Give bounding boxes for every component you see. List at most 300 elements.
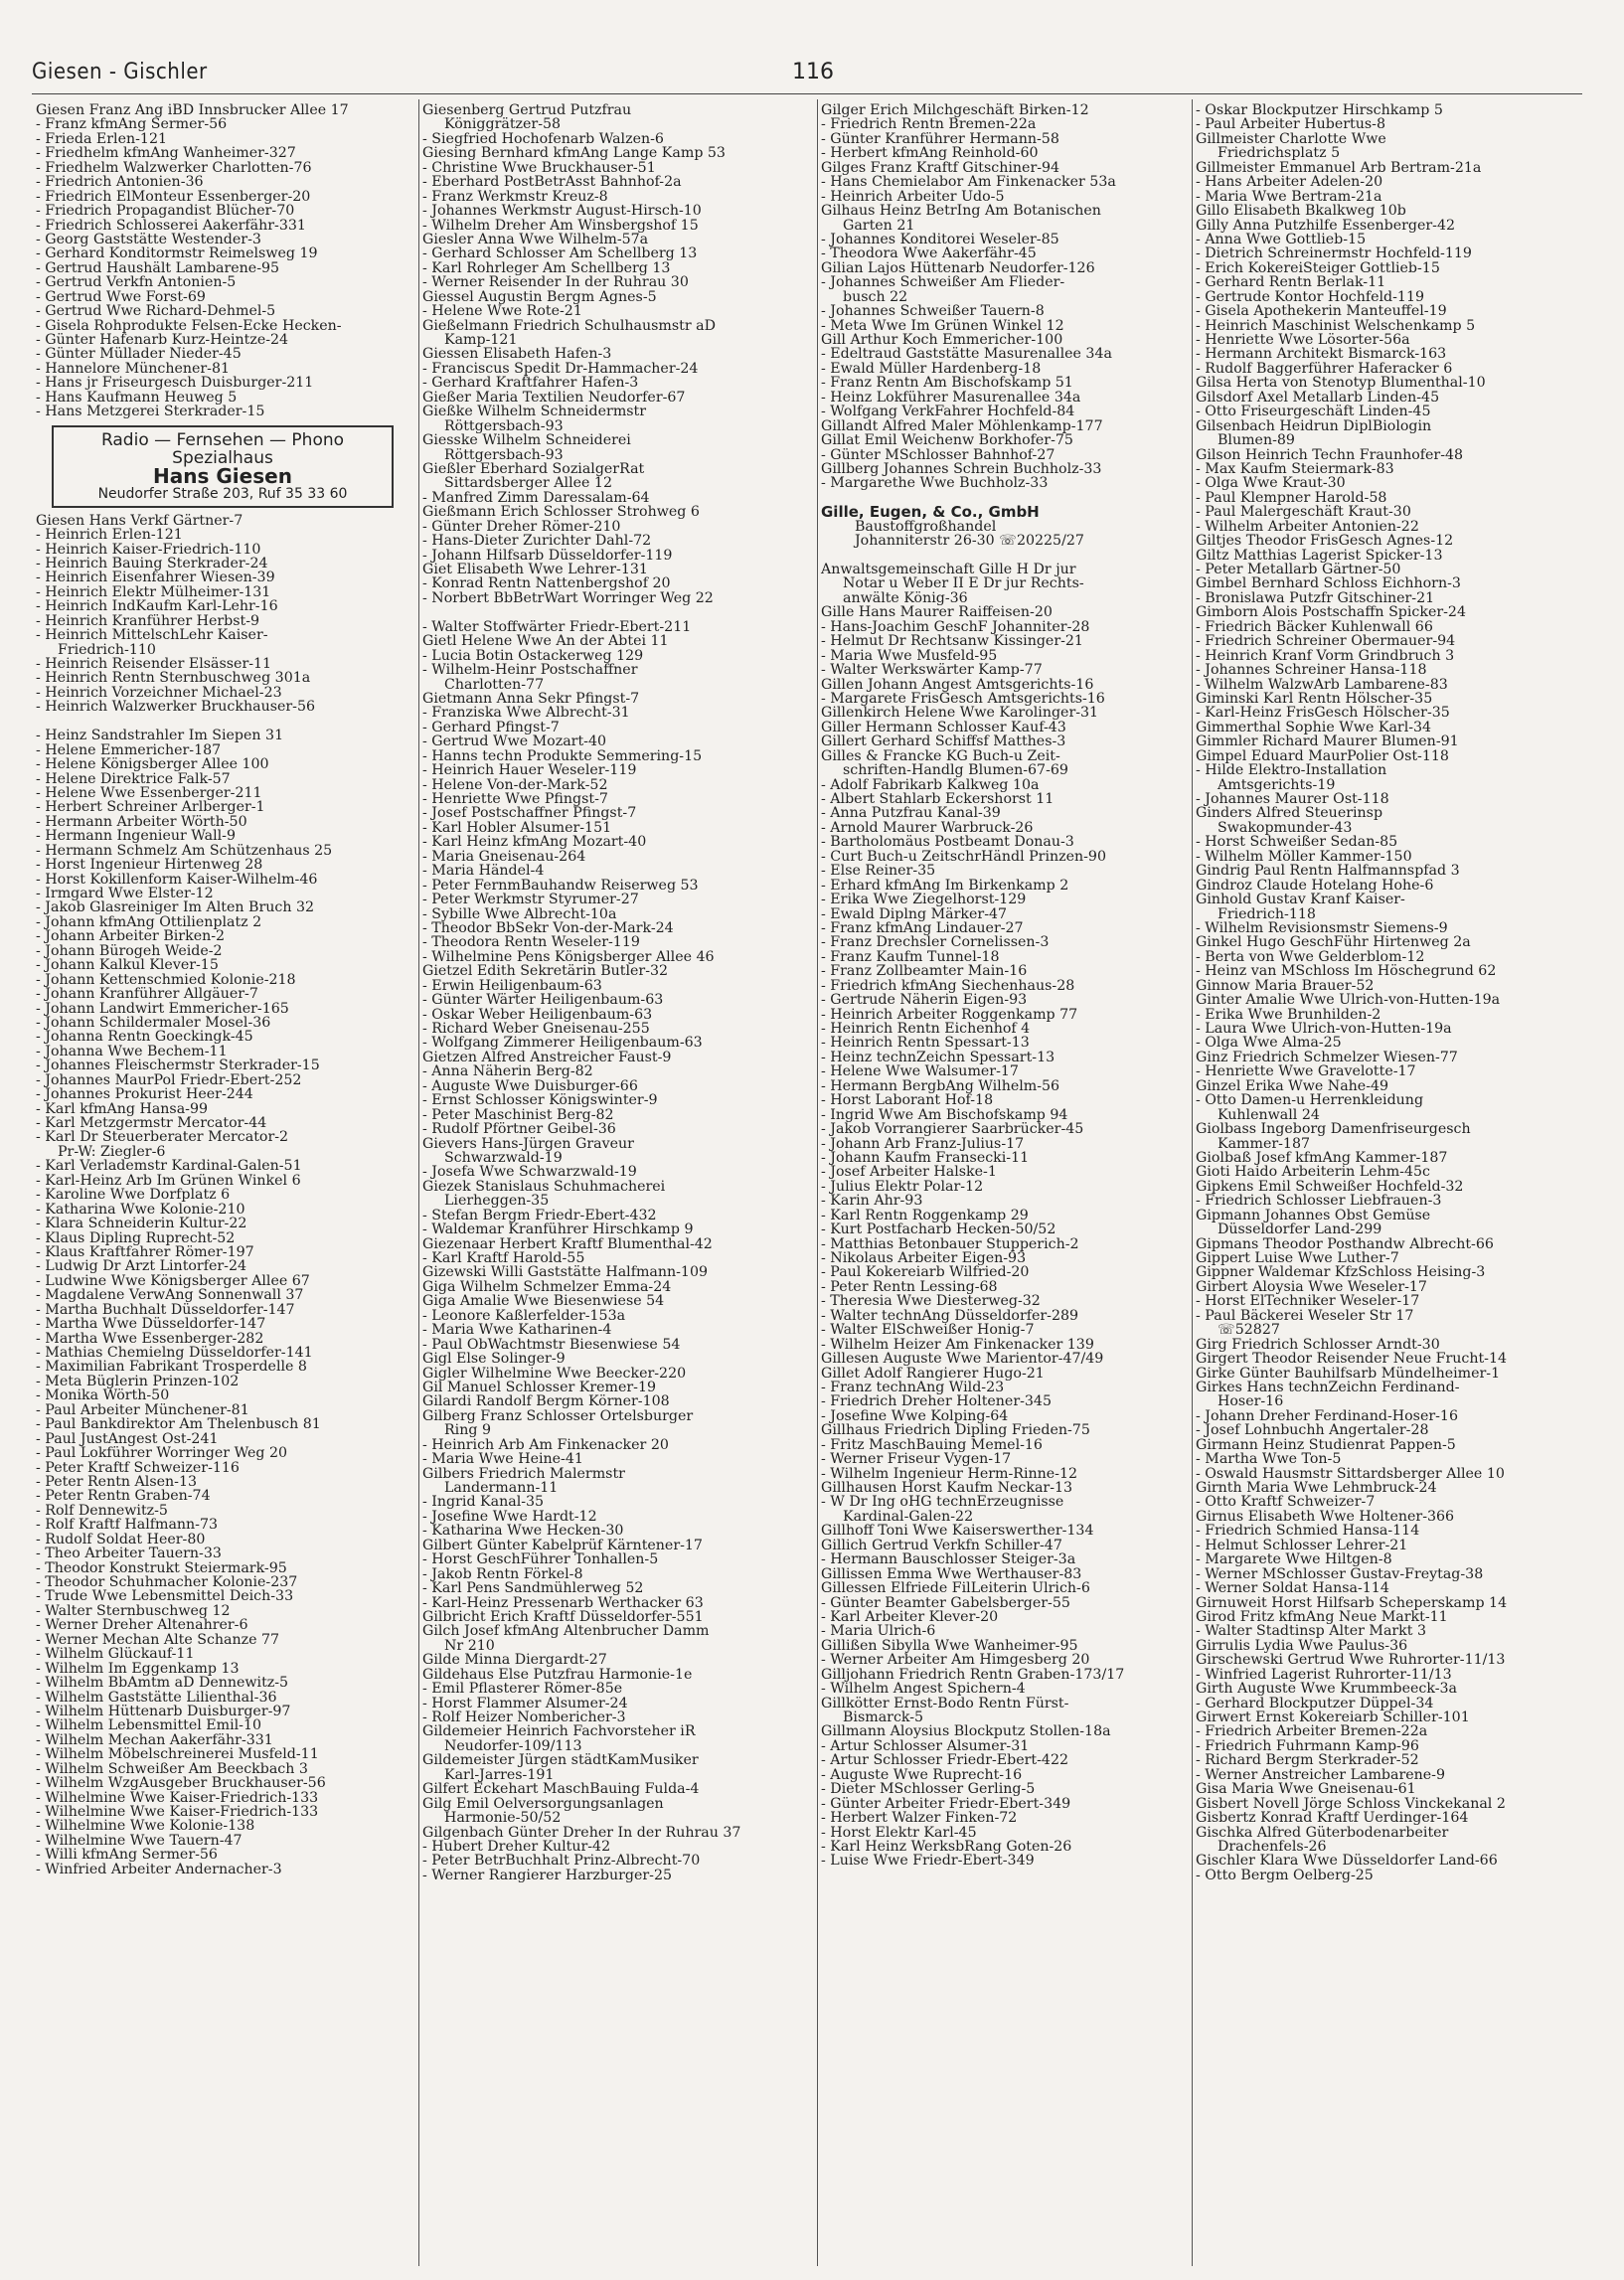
directory-entry: Hoser-16: [1218, 1393, 1284, 1410]
firm-name: Gille, Eugen, & Co., GmbH: [821, 503, 1040, 522]
directory-entry: Gillert Gerhard Schiffsf Matthes-3: [821, 733, 1066, 750]
directory-entry: - Gertrud Wwe Mozart-40: [422, 733, 606, 750]
directory-entry: - Emil Pflasterer Römer-85e: [422, 1681, 623, 1698]
directory-entry: - Henriette Wwe Lösorter-56a: [1196, 332, 1410, 348]
directory-entry: - Wilhelm Möller Kammer-150: [1196, 848, 1412, 865]
directory-entry: - Friedhelm kfmAng Wanheimer-327: [36, 145, 296, 162]
directory-entry: - Richard Bergm Sterkrader-52: [1196, 1752, 1419, 1769]
directory-entry: - Wilhelm Glückauf-11: [36, 1646, 195, 1663]
directory-entry: - Helene Direktrice Falk-57: [36, 770, 231, 787]
directory-entry: Gilg Emil Oelversorgungsanlagen: [422, 1795, 664, 1812]
directory-entry: - Konrad Rentn Nattenbergshof 20: [422, 575, 671, 592]
directory-entry: anwälte König-36: [843, 589, 968, 606]
directory-entry: - Walter Stadtinsp Alter Markt 3: [1196, 1623, 1427, 1640]
directory-entry: - Frieda Erlen-121: [36, 130, 167, 147]
directory-entry: - Johann Hilfsarb Düsseldorfer-119: [422, 547, 673, 564]
directory-entry: - Walter Werkswärter Kamp-77: [821, 662, 1043, 679]
directory-entry: Garten 21: [843, 217, 915, 234]
directory-entry: - Josef Arbeiter Halske-1: [821, 1164, 997, 1181]
directory-entry: - Günter Müllader Nieder-45: [36, 346, 242, 363]
directory-entry: Gillissen Emma Wwe Werthauser-83: [821, 1565, 1082, 1582]
directory-entry: - Peter Kraftf Schweizer-116: [36, 1459, 240, 1476]
directory-entry: Ginkel Hugo GeschFühr Hirtenweg 2a: [1196, 934, 1471, 951]
directory-entry: - Gertrude Kontor Hochfeld-119: [1196, 288, 1424, 305]
directory-entry: - Werner Rangierer Harzburger-25: [422, 1867, 673, 1883]
col3-entries-a: [821, 103, 1188, 491]
directory-entry: - Karl Kraftf Harold-55: [422, 1250, 585, 1266]
directory-entry: - Johannes Schweißer Tauern-8: [821, 303, 1045, 320]
directory-entry: - Theo Arbeiter Tauern-33: [36, 1546, 222, 1562]
directory-entry: - Franz kfmAng Sermer-56: [36, 116, 228, 133]
directory-entry: Girrulis Lydia Wwe Paulus-36: [1196, 1637, 1408, 1654]
directory-entry: Giesing Bernhard kfmAng Lange Kamp 53: [422, 145, 726, 162]
directory-entry: - Hannelore Münchener-81: [36, 360, 231, 377]
directory-entry: - Monika Wörth-50: [36, 1387, 170, 1404]
directory-entry: Girbert Aloysia Wwe Weseler-17: [1196, 1278, 1427, 1295]
directory-entry: - Paul Arbeiter Hubertus-8: [1196, 116, 1385, 133]
directory-entry: - Günter Hafenarb Kurz-Heintze-24: [36, 332, 289, 348]
directory-entry: Düsseldorfer Land-299: [1218, 1221, 1382, 1238]
directory-entry: - Georg Gaststätte Westender-3: [36, 231, 261, 247]
directory-entry: - Johann Kranführer Allgäuer-7: [36, 986, 258, 1003]
directory-entry: - Helmut Dr Rechtsanw Kissinger-21: [821, 633, 1083, 650]
directory-entry: - Artur Schlosser Alsumer-31: [821, 1737, 1030, 1754]
directory-entry: - Heinrich Arbeiter Udo-5: [821, 188, 1005, 205]
directory-entry: - Siegfried Hochofenarb Walzen-6: [422, 130, 664, 147]
directory-entry: - Ingrid Kanal-35: [422, 1494, 545, 1511]
directory-entry: - Josefine Wwe Hardt-12: [422, 1508, 597, 1525]
directory-entry: - Hermann Bauschlosser Steiger-3a: [821, 1551, 1076, 1568]
directory-entry: Gillessen Elfriede FilLeiterin Ulrich-6: [821, 1580, 1090, 1597]
directory-entry: Giessel Augustin Bergm Agnes-5: [422, 288, 657, 305]
directory-entry: Gießler Eberhard SozialgerRat: [422, 460, 645, 477]
directory-entry: - Heinrich Arb Am Finkenacker 20: [422, 1436, 669, 1453]
directory-entry: Gillmeister Charlotte Wwe: [1196, 130, 1386, 147]
directory-entry: Gimborn Alois Postschaffn Spicker-24: [1196, 604, 1466, 621]
directory-entry: Gil Manuel Schlosser Kremer-19: [422, 1379, 657, 1395]
directory-entry: Girgert Theodor Reisender Neue Frucht-14: [1196, 1351, 1508, 1368]
directory-entry: - Walter technAng Düsseldorfer-289: [821, 1307, 1079, 1324]
directory-entry: - Franz technAng Wild-23: [821, 1379, 1005, 1395]
directory-entry: - Winfried Arbeiter Andernacher-3: [36, 1861, 282, 1877]
directory-entry: Giga Amalie Wwe Biesenwiese 54: [422, 1293, 665, 1310]
directory-entry: - Richard Weber Gneisenau-255: [422, 1021, 650, 1037]
directory-entry: - Horst Laborant Hof-18: [821, 1092, 994, 1109]
directory-entry: Girth Auguste Wwe Krummbeeck-3a: [1196, 1681, 1457, 1698]
directory-entry: - Heinrich Kranführer Herbst-9: [36, 612, 260, 629]
directory-entry: Charlotten-77: [444, 676, 545, 693]
directory-entry: - Julius Elektr Polar-12: [821, 1178, 984, 1195]
directory-entry: - Wilhelmine Wwe Tauern-47: [36, 1832, 243, 1849]
directory-entry: Gillhoff Toni Wwe Kaiserswerther-134: [821, 1523, 1094, 1540]
directory-entry: - Otto Bergm Oelberg-25: [1196, 1867, 1374, 1883]
directory-entry: - Gisela Rohprodukte Felsen-Ecke Hecken-: [36, 317, 342, 334]
directory-entry: - Friedrich Schmied Hansa-114: [1196, 1523, 1420, 1540]
directory-entry: - Werner MSchlosser Gustav-Freytag-38: [1196, 1565, 1484, 1582]
directory-entry: - Wilhelm-Heinr Postschaffner: [422, 662, 638, 679]
directory-entry: Gindrig Paul Rentn Halfmannspfad 3: [1196, 863, 1460, 880]
directory-entry: Gillo Elisabeth Bkalkweg 10b: [1196, 203, 1406, 220]
directory-entry: - Arnold Maurer Warbruck-26: [821, 819, 1034, 836]
directory-entry: - Norbert BbBetrWart Worringer Weg 22: [422, 589, 714, 606]
directory-entry: Giller Hermann Schlosser Kauf-43: [821, 719, 1066, 735]
directory-entry: Gietmann Anna Sekr Pfingst-7: [422, 690, 640, 707]
ad-line-1: Radio — Fernsehen — Phono: [100, 429, 345, 450]
directory-entry: Gilges Franz Kraftf Gitschiner-94: [821, 159, 1060, 176]
directory-entry: Kardinal-Galen-22: [843, 1508, 974, 1525]
col1-entries-c: [36, 729, 417, 1876]
directory-entry: - Hermann BergbAng Wilhelm-56: [821, 1077, 1060, 1094]
directory-entry: - Heinrich Rentn Spessart-13: [821, 1035, 1030, 1052]
directory-entry: - Karl Heinz WerksbRang Goten-26: [821, 1838, 1072, 1855]
directory-entry: - Ingrid Wwe Am Bischofskamp 94: [821, 1106, 1068, 1123]
directory-entry: Gillat Emil Weichenw Borkhofer-75: [821, 432, 1073, 449]
directory-entry: Gizewski Willi Gaststätte Halfmann-109: [422, 1264, 709, 1281]
directory-entry: Gießke Wilhelm Schneidermstr: [422, 404, 647, 420]
directory-entry: Gilbert Günter Kabelprüf Kärntener-17: [422, 1537, 703, 1553]
directory-entry: - Wolfgang VerkFahrer Hochfeld-84: [821, 404, 1075, 420]
directory-entry: - Günter Wärter Heiligenbaum-63: [422, 992, 664, 1009]
directory-entry: Gillandt Alfred Maler Möhlenkamp-177: [821, 417, 1103, 434]
directory-entry: - Matthias Betonbauer Stupperich-2: [821, 1235, 1079, 1252]
directory-entry: Gilgenbach Günter Dreher In der Ruhrau 37: [422, 1824, 741, 1841]
col1-entries-a: [36, 103, 417, 419]
directory-entry: - Wilhelm Lebensmittel Emil-10: [36, 1717, 262, 1734]
directory-entry: Gilch Josef kfmAng Altenbrucher Damm: [422, 1623, 710, 1640]
directory-entry: - Johann Landwirt Emmericher-165: [36, 1000, 289, 1017]
directory-entry: Gilbers Friedrich Malermstr: [422, 1465, 625, 1482]
directory-entry: Giezenaar Herbert Kraftf Blumenthal-42: [422, 1235, 713, 1252]
directory-entry: - Friedrich Dreher Holtener-345: [821, 1393, 1052, 1410]
directory-entry: - Johann Arb Franz-Julius-17: [821, 1135, 1025, 1152]
directory-entry: - Karl Rentn Roggenkamp 29: [821, 1207, 1029, 1223]
directory-entry: - Klaus Kraftfahrer Römer-197: [36, 1243, 254, 1260]
directory-entry: Gilson Heinrich Techn Fraunhofer-48: [1196, 446, 1464, 463]
directory-entry: - Fritz MaschBauing Memel-16: [821, 1436, 1043, 1453]
directory-entry: - Horst ElTechniker Weseler-17: [1196, 1293, 1420, 1310]
directory-entry: - Wilhelm Heizer Am Finkenacker 139: [821, 1336, 1094, 1353]
directory-entry: - Kurt Postfacharb Hecken-50/52: [821, 1221, 1056, 1238]
directory-entry: - Nikolaus Arbeiter Eigen-93: [821, 1250, 1027, 1266]
directory-entry: Giet Elisabeth Wwe Lehrer-131: [422, 562, 648, 577]
col4-entries: [1196, 103, 1593, 1882]
directory-entry: Lierheggen-35: [444, 1193, 550, 1210]
directory-entry: Gillich Gertrud Verkfn Schiller-47: [821, 1537, 1062, 1553]
directory-entry: - Franz Rentn Am Bischofskamp 51: [821, 375, 1073, 392]
directory-entry: Girg Friedrich Schlosser Arndt-30: [1196, 1336, 1440, 1353]
directory-entry: - Theodor Schuhmacher Kolonie-237: [36, 1574, 298, 1590]
directory-entry: Notar u Weber II E Dr jur Rechts-: [843, 575, 1084, 592]
directory-entry: - Karin Ahr-93: [821, 1193, 923, 1210]
directory-entry: Gill Arthur Koch Emmericher-100: [821, 332, 1063, 348]
directory-entry: - Johann Bürogeh Weide-2: [36, 942, 223, 959]
directory-entry: - Herbert kfmAng Reinhold-60: [821, 145, 1039, 162]
directory-entry: - Martha Wwe Ton-5: [1196, 1451, 1342, 1468]
directory-entry: - Albert Stahlarb Eckershorst 11: [821, 791, 1055, 807]
column-divider: [817, 99, 818, 2266]
directory-entry: Gimmler Richard Maurer Blumen-91: [1196, 733, 1459, 750]
directory-entry: - Rolf Heizer Nombericher-3: [422, 1710, 626, 1725]
directory-entry: - Friedrich Schlosser Liebfrauen-3: [1196, 1193, 1442, 1210]
directory-entry: - Friedrich kfmAng Siechenhaus-28: [821, 977, 1075, 994]
directory-entry: - Martha Wwe Essenberger-282: [36, 1330, 264, 1347]
directory-entry: - Gerhard Schlosser Am Schellberg 13: [422, 245, 698, 262]
directory-entry: - Paul Klempner Harold-58: [1196, 489, 1387, 506]
directory-entry: - Helene Königsberger Allee 100: [36, 756, 269, 773]
column-4: [1196, 103, 1593, 1882]
directory-entry: - Trude Wwe Lebensmittel Deich-33: [36, 1588, 294, 1605]
directory-entry: - Hilde Elektro-Installation: [1196, 762, 1387, 779]
directory-entry: Neudorfer-109/113: [444, 1737, 582, 1754]
directory-entry: Gipmann Johannes Obst Gemüse: [1196, 1207, 1431, 1223]
directory-entry: Ginter Amalie Wwe Ulrich-von-Hutten-19a: [1196, 992, 1501, 1009]
directory-entry: - Friedrich Schreiner Obermauer-94: [1196, 633, 1456, 650]
directory-entry: - Klara Schneiderin Kultur-22: [36, 1216, 247, 1232]
firm-entry-gille: [821, 505, 1188, 548]
directory-entry: - Horst Kokillenform Kaiser-Wilhelm-46: [36, 871, 318, 888]
directory-entry: - Maria Wwe Musfeld-95: [821, 647, 998, 664]
directory-entry: - Heinrich Rentn Eichenhof 4: [821, 1021, 1031, 1037]
directory-entry: - Luise Wwe Friedr-Ebert-349: [821, 1853, 1035, 1870]
directory-entry: - Ewald Müller Hardenberg-18: [821, 360, 1042, 377]
directory-entry: - Wilhelm Dreher Am Winsbergshof 15: [422, 217, 699, 234]
directory-entry: - Gerhard Rentn Berlak-11: [1196, 274, 1386, 291]
directory-entry: Gievers Hans-Jürgen Graveur: [422, 1135, 634, 1152]
directory-entry: - Wilhelm Schweißer Am Beeckbach 3: [36, 1760, 308, 1777]
directory-entry: - Karl Dr Steuerberater Mercator-2: [36, 1129, 289, 1146]
directory-entry: - Karl Heinz kfmAng Mozart-40: [422, 834, 647, 851]
directory-entry: - Maximilian Fabrikant Trosperdelle 8: [36, 1359, 307, 1376]
directory-entry: - Margarethe Wwe Buchholz-33: [821, 475, 1049, 492]
directory-entry: - Friedrich Antonien-36: [36, 174, 204, 191]
directory-entry: - Erhard kfmAng Im Birkenkamp 2: [821, 877, 1069, 894]
directory-entry: Giesenberg Gertrud Putzfrau: [422, 102, 632, 118]
directory-entry: - Horst Schweißer Sedan-85: [1196, 834, 1398, 851]
col1-entries-b: [36, 514, 417, 715]
directory-entry: - Erich KokereiSteiger Gottlieb-15: [1196, 259, 1440, 276]
directory-entry: Gillmann Aloysius Blockputz Stollen-18a: [821, 1723, 1111, 1740]
directory-entry: - Anna Wwe Gottlieb-15: [1196, 231, 1367, 247]
directory-entry: Girke Günter Bauhilfsarb Mündelheimer-1: [1196, 1365, 1501, 1382]
column-1: [36, 103, 417, 1876]
directory-entry: Giesler Anna Wwe Wilhelm-57a: [422, 231, 649, 247]
directory-entry: Giltz Matthias Lagerist Spicker-13: [1196, 547, 1443, 564]
directory-entry: Girmann Heinz Studienrat Pappen-5: [1196, 1436, 1456, 1453]
directory-entry: - Friedrich Bäcker Kuhlenwall 66: [1196, 618, 1433, 635]
directory-entry: - Franz Zollbeamter Main-16: [821, 963, 1028, 980]
spacer: [821, 549, 1188, 563]
directory-entry: Girwert Ernst Kokereiarb Schiller-101: [1196, 1710, 1470, 1725]
directory-entry: - Friedhelm Walzwerker Charlotten-76: [36, 159, 312, 176]
directory-entry: - Karl Verlademstr Kardinal-Galen-51: [36, 1158, 302, 1175]
directory-entry: - Ernst Schlosser Königswinter-9: [422, 1092, 658, 1109]
directory-entry: Giolbaß Josef kfmAng Kammer-187: [1196, 1149, 1448, 1166]
directory-entry: Friedrich-118: [1218, 905, 1316, 922]
directory-entry: - Herbert Walzer Finken-72: [821, 1810, 1018, 1827]
directory-entry: - Stefan Bergm Friedr-Ebert-432: [422, 1207, 657, 1223]
directory-entry: - Franciscus Spedit Dr-Hammacher-24: [422, 360, 699, 377]
directory-entry: - Paul ObWachtmstr Biesenwiese 54: [422, 1336, 681, 1353]
directory-entry: - Mathias Chemielng Düsseldorfer-141: [36, 1345, 313, 1361]
directory-entry: - Johannes Prokurist Heer-244: [36, 1086, 253, 1103]
directory-entry: - Gertrud Haushält Lambarene-95: [36, 259, 280, 276]
directory-entry: Gillenkirch Helene Wwe Karolinger-31: [821, 705, 1099, 722]
directory-entry: Bismarck-5: [843, 1710, 924, 1725]
directory-entry: - Winfried Lagerist Ruhrorter-11/13: [1196, 1666, 1452, 1683]
directory-entry: schriften-Handlg Blumen-67-69: [843, 762, 1068, 779]
directory-entry: - Waldemar Kranführer Hirschkamp 9: [422, 1221, 694, 1238]
directory-entry: - Karl Hobler Alsumer-151: [422, 819, 612, 836]
directory-entry: - Gerhard Konditormstr Reimelsweg 19: [36, 245, 318, 262]
directory-entry: - Hermann Arbeiter Wörth-50: [36, 813, 247, 830]
directory-entry: - Wilhelmine Wwe Kolonie-138: [36, 1818, 255, 1835]
directory-entry: Gietl Helene Wwe An der Abtei 11: [422, 633, 669, 650]
directory-entry: - Johann Kettenschmied Kolonie-218: [36, 971, 296, 988]
spacer: [36, 715, 417, 729]
directory-entry: Sittardsberger Allee 12: [444, 475, 612, 492]
directory-entry: - Johann Kalkul Klever-15: [36, 957, 219, 974]
directory-entry: - Christine Wwe Bruckhauser-51: [422, 159, 656, 176]
directory-entry: - Wilhelm Arbeiter Antonien-22: [1196, 518, 1419, 535]
directory-entry: - Johannes Schreiner Hansa-118: [1196, 662, 1427, 679]
directory-entry: - Maria Gneisenau-264: [422, 848, 586, 865]
directory-entry: - Wilhelm Angest Spichern-4: [821, 1681, 1026, 1698]
directory-entry: Gilger Erich Milchgeschäft Birken-12: [821, 102, 1089, 118]
directory-entry: - Paul Malergeschäft Kraut-30: [1196, 504, 1411, 521]
directory-entry: Gipmans Theodor Posthandw Albrecht-66: [1196, 1235, 1494, 1252]
directory-entry: ☏52827: [1218, 1322, 1280, 1339]
ad-line-2: Spezialhaus: [172, 447, 273, 468]
column-divider: [1192, 99, 1193, 2266]
directory-entry: - Heinrich Elektr Mülheimer-131: [36, 583, 271, 600]
directory-entry: - Wilhelm WalzwArb Lambarene-83: [1196, 676, 1448, 693]
directory-entry: - Hubert Dreher Kultur-42: [422, 1838, 611, 1855]
directory-entry: - Hans jr Friseurgesch Duisburger-211: [36, 375, 314, 392]
directory-entry: - Wilhelm Ingenieur Herm-Rinne-12: [821, 1465, 1078, 1482]
directory-entry: Gießer Maria Textilien Neudorfer-67: [422, 389, 686, 406]
directory-entry: Gillhaus Friedrich Dipling Frieden-75: [821, 1422, 1090, 1439]
directory-entry: - Walter Stoffwärter Friedr-Ebert-211: [422, 618, 692, 635]
directory-entry: - Werner Arbeiter Am Himgesberg 20: [821, 1652, 1090, 1669]
directory-entry: busch 22: [843, 288, 908, 305]
directory-entry: - Friedrich Propagandist Blücher-70: [36, 203, 295, 220]
directory-entry: - Paul Kokereiarb Wilfried-20: [821, 1264, 1030, 1281]
directory-entry: - Meta Büglerin Prinzen-102: [36, 1373, 240, 1389]
directory-entry: - Wolfgang Zimmerer Heiligenbaum-63: [422, 1035, 703, 1052]
directory-entry: Gildemeister Jürgen städtKamMusiker: [422, 1752, 699, 1769]
directory-entry: - Dietrich Schreinermstr Hochfeld-119: [1196, 245, 1472, 262]
directory-entry: - Franz kfmAng Lindauer-27: [821, 919, 1024, 936]
directory-entry: Gilbricht Erich Kraftf Düsseldorfer-551: [422, 1608, 704, 1625]
directory-entry: - Lucia Botin Ostackerweg 129: [422, 647, 644, 664]
directory-entry: - Paul Bankdirektor Am Thelenbusch 81: [36, 1416, 321, 1433]
directory-entry: - Günter Dreher Römer-210: [422, 518, 621, 535]
directory-entry: - Günter MSchlosser Bahnhof-27: [821, 446, 1056, 463]
directory-entry: - Anna Näherin Berg-82: [422, 1063, 593, 1080]
directory-entry: - Werner Friseur Vygen-17: [821, 1451, 1012, 1468]
directory-entry: Ginnow Maria Brauer-52: [1196, 977, 1375, 994]
directory-entry: - Heinz van MSchloss Im Höschegrund 62: [1196, 963, 1497, 980]
directory-entry: - Johannes Maurer Ost-118: [1196, 791, 1389, 807]
directory-entry: - Paul Bäckerei Weseler Str 17: [1196, 1307, 1414, 1324]
directory-entry: - Ludwig Dr Arzt Lintorfer-24: [36, 1258, 246, 1275]
ad-address-phone: Neudorfer Straße 203, Ruf 35 33 60: [97, 485, 348, 502]
directory-entry: - Josefa Wwe Schwarzwald-19: [422, 1164, 637, 1181]
directory-entry: Gipkens Emil Schweißer Hochfeld-32: [1196, 1178, 1464, 1195]
directory-entry: - Heinz technZeichn Spessart-13: [821, 1049, 1056, 1065]
directory-entry: Harmonie-50/52: [444, 1810, 562, 1827]
directory-entry: - Franziska Wwe Albrecht-31: [422, 705, 630, 722]
directory-entry: - Rolf Kraftf Halfmann-73: [36, 1517, 219, 1534]
directory-entry: - Friedrich ElMonteur Essenberger-20: [36, 188, 311, 205]
directory-entry: Landermann-11: [444, 1480, 559, 1496]
col2-entries-b: [422, 620, 816, 1883]
directory-entry: - Manfred Zimm Daressalam-64: [422, 489, 650, 506]
directory-entry: - Hanns techn Produkte Semmering-15: [422, 747, 703, 764]
directory-entry: - Johanna Rentn Goeckingk-45: [36, 1029, 253, 1046]
directory-entry: - Werner Soldat Hansa-114: [1196, 1580, 1389, 1597]
directory-entry: Gilhaus Heinz BetrIng Am Botanischen: [821, 203, 1101, 220]
directory-entry: - Heinrich Eisenfahrer Wiesen-39: [36, 570, 275, 586]
directory-entry: Kammer-187: [1218, 1135, 1311, 1152]
directory-entry: Gietzel Edith Sekretärin Butler-32: [422, 963, 669, 980]
directory-entry: - Karl Arbeiter Klever-20: [821, 1608, 999, 1625]
directory-entry: - Artur Schlosser Friedr-Ebert-422: [821, 1752, 1069, 1769]
directory-entry: - Otto Friseurgeschäft Linden-45: [1196, 404, 1431, 420]
directory-entry: - Hermann Schmelz Am Schützenhaus 25: [36, 842, 333, 859]
directory-entry: - Margarete Wwe Hiltgen-8: [1196, 1551, 1392, 1568]
directory-entry: - Heinrich MittelschLehr Kaiser-: [36, 627, 268, 644]
directory-entry: - Gertrud Wwe Forst-69: [36, 288, 206, 305]
directory-entry: - Gerhard Pfingst-7: [422, 719, 560, 735]
directory-entry: - Bartholomäus Postbeamt Donau-3: [821, 834, 1074, 851]
directory-entry: - Werner Anstreicher Lambarene-9: [1196, 1766, 1445, 1783]
directory-entry: - Helene Von-der-Mark-52: [422, 776, 608, 793]
directory-entry: - Wilhelmine Wwe Kaiser-Friedrich-133: [36, 1789, 319, 1806]
directory-entry: - Bronislawa Putzfr Gitschiner-21: [1196, 589, 1435, 606]
directory-entry: - Jakob Glasreiniger Im Alten Bruch 32: [36, 899, 315, 916]
directory-entry: Gisbertz Konrad Kraftf Uerdinger-164: [1196, 1810, 1469, 1827]
directory-entry: - Helene Emmericher-187: [36, 741, 222, 758]
directory-entry: Girnth Maria Wwe Lehmbruck-24: [1196, 1480, 1437, 1496]
directory-entry: - Johannes Konditorei Weseler-85: [821, 231, 1059, 247]
directory-entry: - Henriette Wwe Pfingst-7: [422, 791, 608, 807]
directory-entry: Gildemeier Heinrich Fachvorsteher iR: [422, 1723, 696, 1740]
directory-entry: - Helene Wwe Rote-21: [422, 303, 582, 320]
directory-entry: Gimpel Eduard MaurPolier Ost-118: [1196, 747, 1449, 764]
directory-entry: - Auguste Wwe Ruprecht-16: [821, 1766, 1023, 1783]
directory-entry: - Horst Elektr Karl-45: [821, 1824, 977, 1841]
directory-entry: Gilardi Randolf Bergm Körner-108: [422, 1393, 670, 1410]
directory-entry: Giltjes Theodor FrisGesch Agnes-12: [1196, 533, 1454, 550]
directory-entry: - Karl-Heinz Arb Im Grünen Winkel 6: [36, 1172, 301, 1189]
directory-entry: - Hans-Dieter Zurichter Dahl-72: [422, 533, 652, 550]
directory-entry: - Heinz Sandstrahler Im Siepen 31: [36, 728, 284, 744]
directory-entry: - Max Kaufm Steiermark-83: [1196, 460, 1394, 477]
directory-entry: Pr-W: Ziegler-6: [58, 1143, 166, 1160]
directory-entry: - Leonore Kaßlerfelder-153a: [422, 1307, 626, 1324]
directory-entry: Gießmann Erich Schlosser Strohweg 6: [422, 504, 700, 521]
directory-entry: - Wilhelm WzgAusgeber Bruckhauser-56: [36, 1775, 326, 1792]
directory-entry: Röttgersbach-93: [444, 446, 564, 463]
directory-entry: - Oskar Blockputzer Hirschkamp 5: [1196, 102, 1443, 118]
directory-entry: - Maria Händel-4: [422, 863, 545, 880]
directory-entry: - Franz Drechsler Cornelissen-3: [821, 934, 1050, 951]
directory-entry: Gippner Waldemar KfzSchloss Heising-3: [1196, 1264, 1486, 1281]
directory-entry: Girod Fritz kfmAng Neue Markt-11: [1196, 1608, 1448, 1625]
directory-entry: Gilljohann Friedrich Rentn Graben-173/17: [821, 1666, 1125, 1683]
directory-entry: - Johannes Fleischermstr Sterkrader-15: [36, 1058, 320, 1074]
